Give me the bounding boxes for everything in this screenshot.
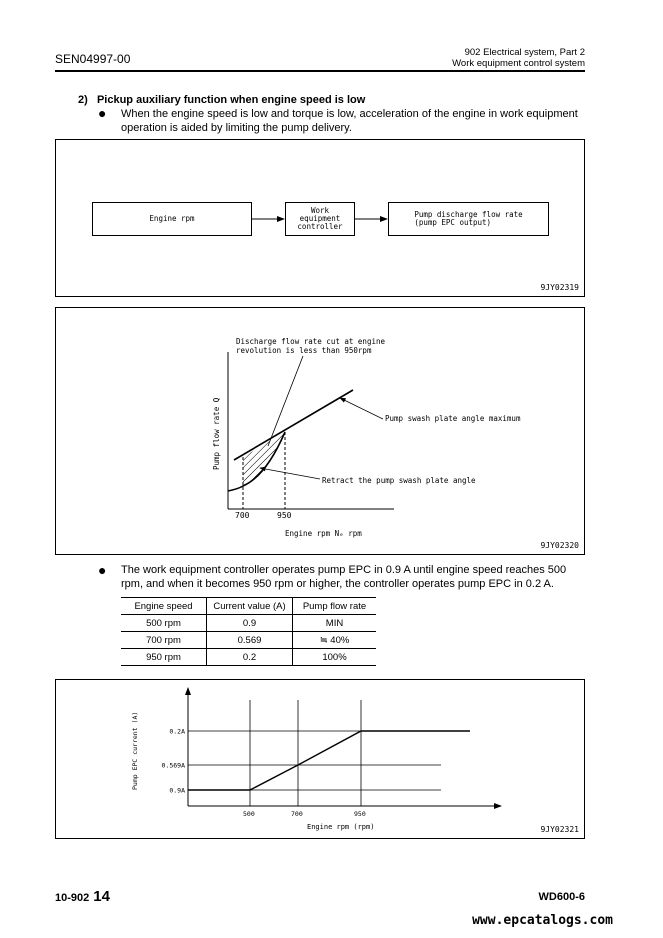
page-footer-left	[55, 888, 110, 905]
watermark: www.epcatalogs.com	[472, 913, 613, 928]
table-cell: 500 rpm	[121, 615, 207, 632]
table-cell: 0.569	[207, 632, 293, 649]
max-flow-line	[234, 390, 353, 460]
paragraph-line: operation is aided by limiting the pump delivery.	[121, 122, 352, 134]
bullet-dot: ●	[98, 562, 107, 578]
section-heading-text: Pickup auxiliary function when engine speed is low	[96, 94, 366, 106]
table-header-row	[121, 598, 376, 615]
table-cell: MIN	[293, 615, 377, 632]
page-prefix: 10-902	[55, 892, 90, 904]
y-tick-label: 0.9A	[169, 786, 185, 795]
y-axis-label: Pump EPC current (A)	[131, 711, 139, 790]
section-title: 902 Electrical system, Part 2	[464, 47, 585, 58]
x-axis-label: Engine rpm Nₑ rpm	[285, 529, 362, 538]
bullet-paragraph-1	[121, 107, 586, 135]
epc-table	[121, 597, 376, 666]
paragraph-line: The work equipment controller operates pump EPC in 0.9 A until engine speed reaches 500	[121, 564, 567, 576]
bullet-dot: ●	[98, 105, 107, 121]
figure-id: 9JY02320	[540, 541, 579, 550]
engine-rpm-label: Engine rpm	[149, 214, 195, 223]
paragraph-line: rpm, and when it becomes 950 rpm or higher, the controller operates pump EPC in 0.2 A.	[121, 578, 554, 590]
x-tick-label: 700	[291, 810, 303, 818]
table-row	[121, 615, 376, 632]
controller-label-line: Work	[310, 206, 330, 215]
x-axis-label: Engine rpm (rpm)	[307, 823, 375, 831]
table-row	[121, 632, 376, 649]
table-cell: 700 rpm	[121, 632, 207, 649]
annotation-retract: Retract the pump swash plate angle	[322, 476, 476, 485]
section-subtitle: Work equipment control system	[452, 58, 585, 69]
y-tick-label: 0.569A	[161, 761, 185, 770]
x-tick-label: 950	[354, 810, 366, 818]
table-cell: ≒ 40%	[293, 632, 377, 649]
table-header: Engine speed	[121, 598, 207, 615]
annotation-cut-line2: revolution is less than 950rpm	[236, 346, 372, 355]
flow-chart-svg	[56, 308, 584, 554]
paragraph-line: When the engine speed is low and torque is low, acceleration of the engine in work equipment	[121, 108, 578, 120]
doc-code: SEN04997-00	[55, 52, 131, 66]
annotation-max: Pump swash plate angle maximum	[385, 414, 521, 423]
section-header	[452, 47, 585, 69]
tick-700: 700	[235, 511, 250, 520]
table-header: Current value (A)	[207, 598, 293, 615]
section-heading	[78, 94, 365, 106]
leader-2	[340, 398, 383, 419]
epc-current-line	[188, 731, 470, 790]
pump-discharge-label-line: Pump discharge flow rate	[414, 210, 523, 219]
bullet-paragraph-2	[121, 563, 586, 591]
leader-3	[260, 468, 320, 479]
annotation-cut-line1: Discharge flow rate cut at engine	[236, 337, 386, 346]
flow-chart-frame	[55, 307, 585, 555]
page-number: 14	[93, 888, 110, 905]
table-cell: 100%	[293, 649, 377, 666]
controller-label-line: controller	[297, 222, 343, 231]
table-cell: 0.2	[207, 649, 293, 666]
block-diagram-frame	[55, 139, 585, 297]
table-cell: 0.9	[207, 615, 293, 632]
block-arrows	[56, 140, 584, 296]
pump-discharge-label-line: (pump EPC output)	[414, 218, 492, 227]
header-rule	[55, 70, 585, 72]
tick-950: 950	[277, 511, 292, 520]
table-cell: 950 rpm	[121, 649, 207, 666]
table-header: Pump flow rate	[293, 598, 377, 615]
model-name: WD600-6	[538, 891, 585, 903]
x-tick-label: 500	[243, 810, 255, 818]
figure-id: 9JY02321	[540, 825, 579, 834]
section-number: 2)	[78, 94, 88, 106]
y-axis-label: Pump flow rate Q	[212, 397, 221, 470]
epc-chart-svg	[56, 680, 584, 838]
y-tick-label: 0.2A	[169, 727, 185, 736]
figure-id: 9JY02319	[540, 283, 579, 292]
controller-label-line: equipment	[299, 214, 341, 223]
epc-chart-frame	[55, 679, 585, 839]
hatched-region	[243, 432, 285, 486]
table-row	[121, 649, 376, 666]
